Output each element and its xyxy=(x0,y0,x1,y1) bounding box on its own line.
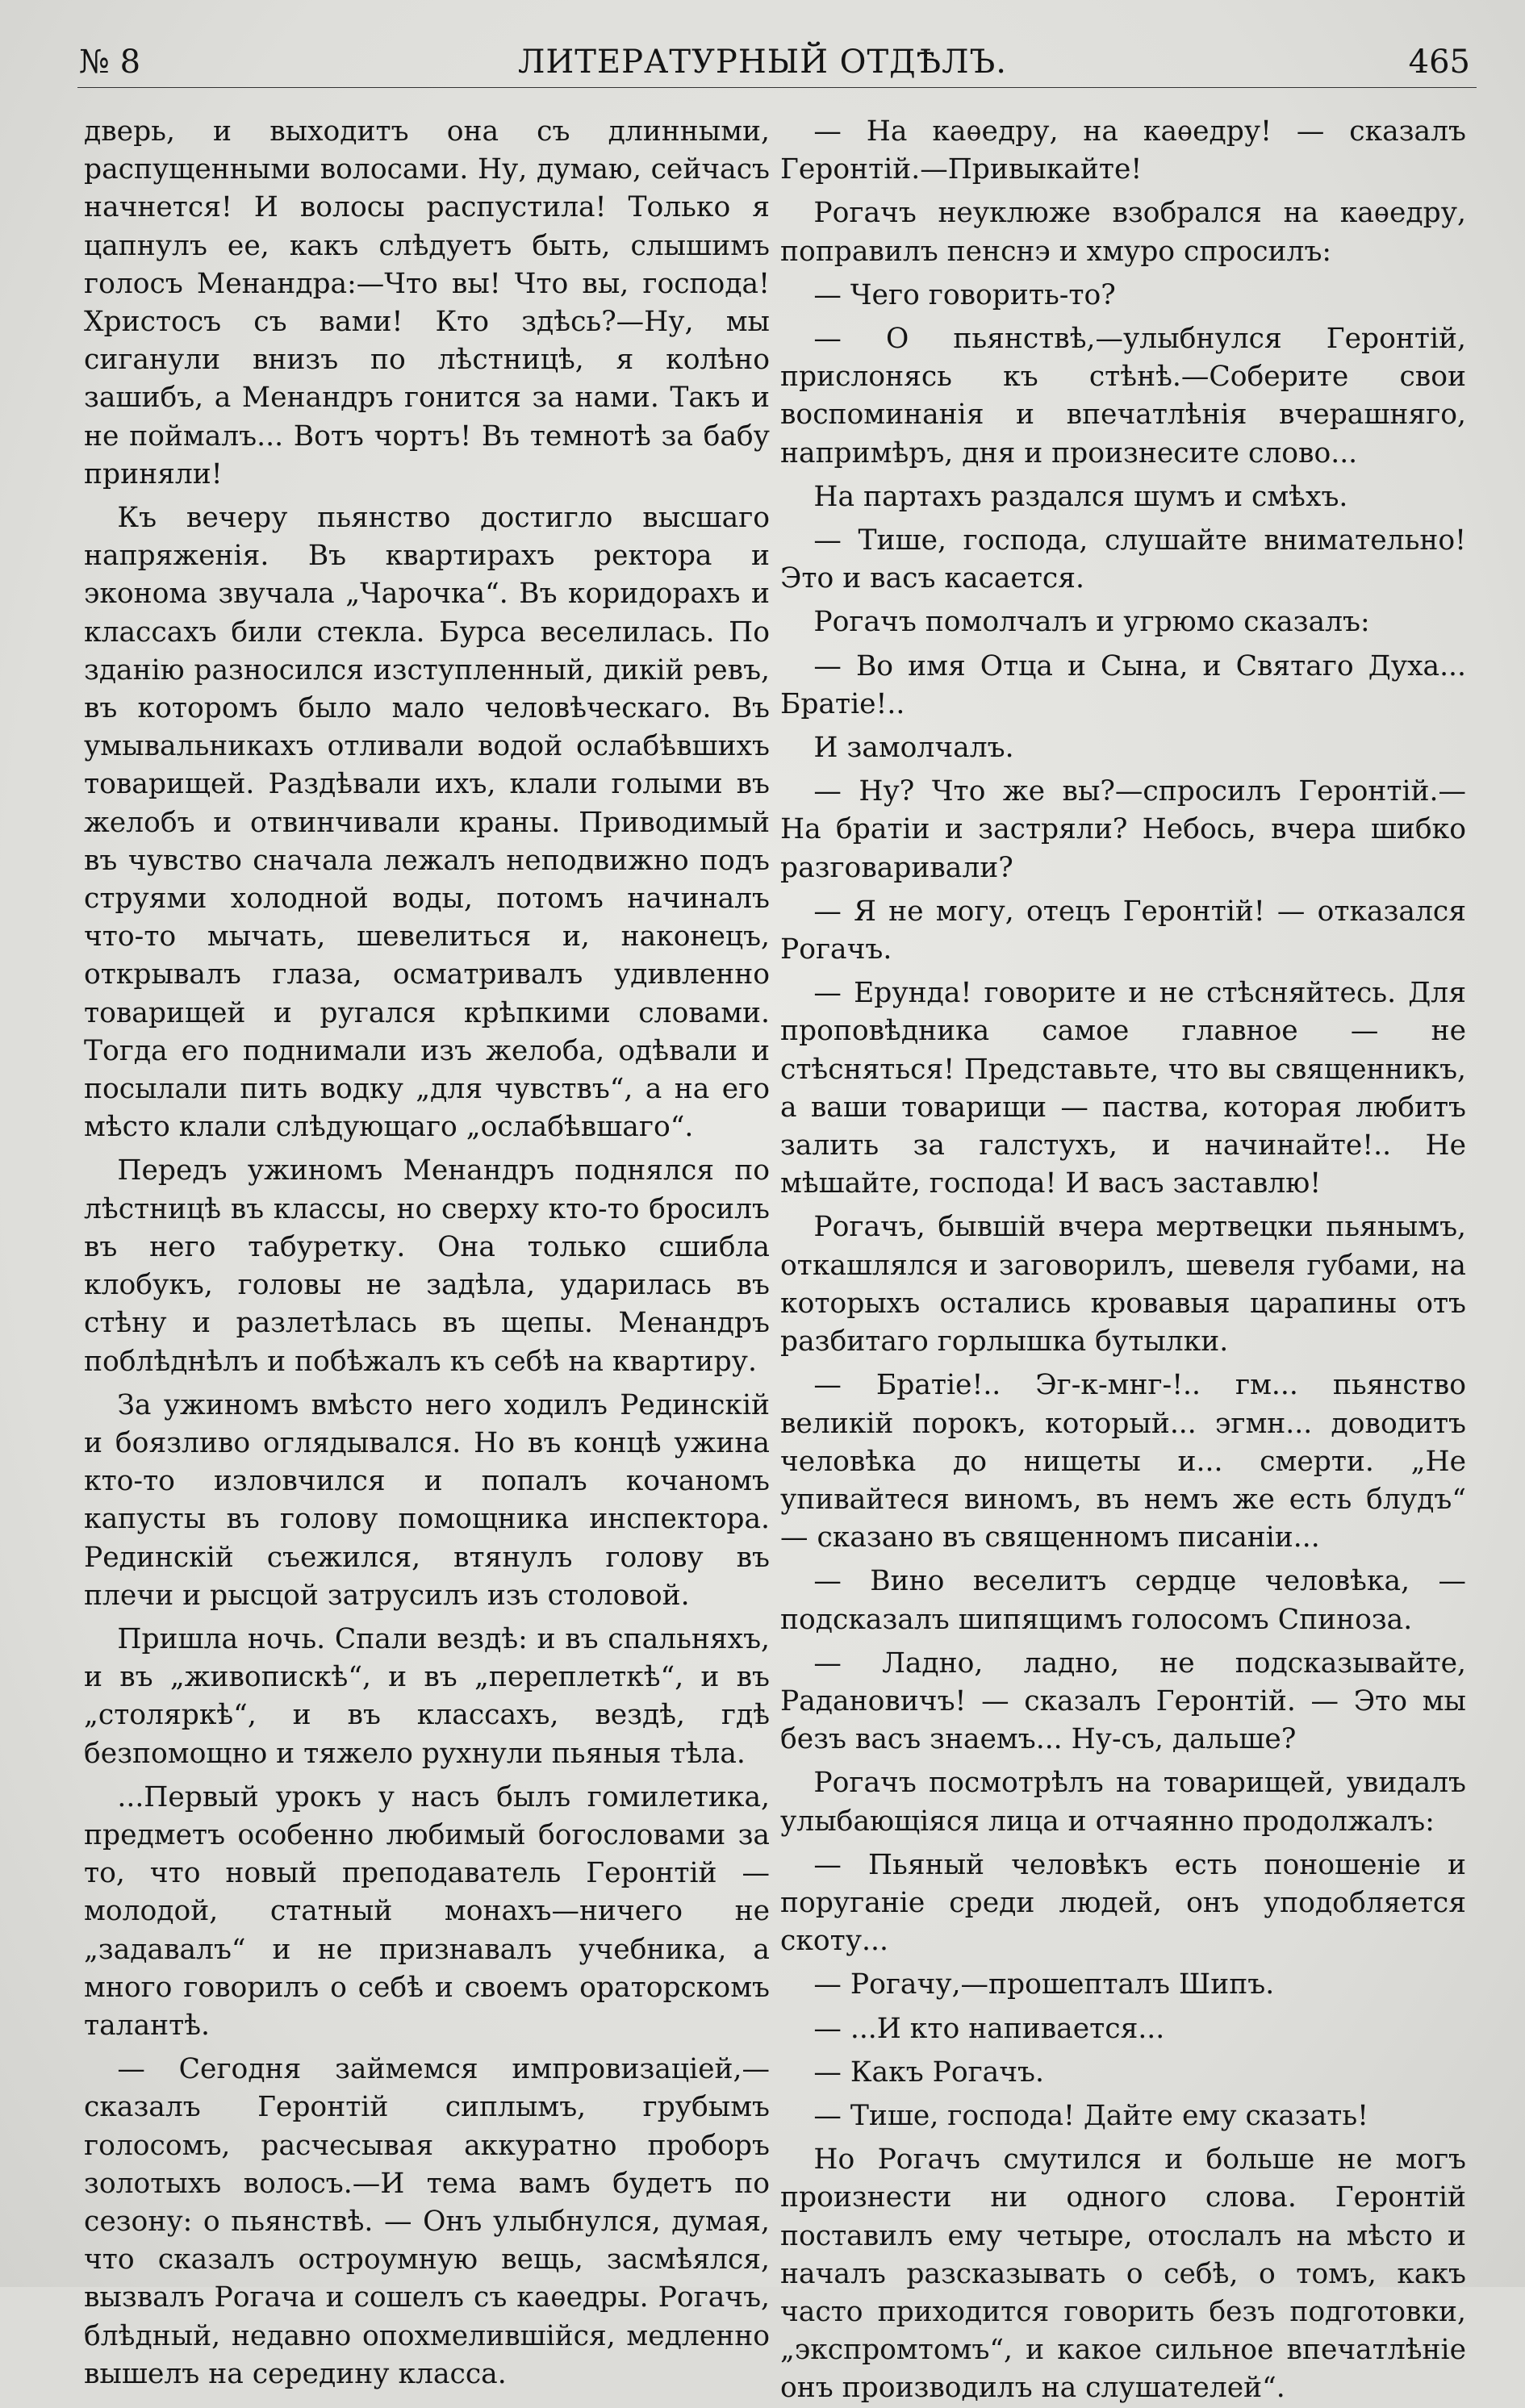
header-rule xyxy=(77,87,1477,88)
paragraph: ...Первый урокъ у насъ былъ гомилетика, предметъ особенно любимый богословами за то, что новый преподаватель Геронтій — молодой, статный монахъ—ничего не „задавалъ“ и не признавалъ учебника, а много говорилъ о себѣ и своемъ ораторскомъ талантѣ. xyxy=(84,1780,770,2042)
section-title: ЛИТЕРАТУРНЫЙ ОТДѢЛЪ. xyxy=(517,44,1007,81)
paragraph: Рогачъ, бывшій вчера мертвецки пьянымъ, откашлялся и заговорилъ, шевеля губами, на которыхъ остались кровавыя царапины отъ разбитаго горлышка бутылки. xyxy=(780,1211,1466,1358)
paragraph: — Ладно, ладно, не подсказывайте, Радановичъ! — сказалъ Геронтій. — Это мы безъ васъ знаемъ... Ну-съ, дальше? xyxy=(780,1646,1466,1756)
paragraph: — Пьяный человѣкъ есть поношеніе и поруганіе среди людей, онъ уподобляется скоту... xyxy=(780,1848,1466,1958)
page-number: 465 xyxy=(1408,44,1470,81)
paragraph: — Вино веселитъ сердце человѣка, — подсказалъ шипящимъ голосомъ Спиноза. xyxy=(780,1565,1466,1636)
paragraph: Къ вечеру пьянство достигло высшаго напряженія. Въ квартирахъ ректора и эконома звучала „Чарочка“. Въ коридорахъ и классахъ били стекла. Бурса веселилась. По зданію разносился изступленный, дикій ревъ, въ которомъ было мало человѣческаго. Въ умывальникахъ отливали водой ослабѣвшихъ товарищей. Раздѣвали ихъ, клали голыми въ желобъ и отвинчивали краны. Приводимый въ чувство сначала лежалъ неподвижно подъ струями холодной воды, потомъ начиналъ что-то мычать, шевелиться и, наконецъ, открывалъ глаза, осматривалъ удивленно товарищей и ругался крѣпкими словами. Тогда его поднимали изъ желоба, одѣвали и посылали пить водку „для чувствъ“, а на его мѣсто клали слѣдующаго „ослабѣвшаго“. xyxy=(84,502,770,1144)
paragraph: — Сегодня займемся импровизаціей,— сказалъ Геронтій сиплымъ, грубымъ голосомъ, расчесывая аккуратно проборъ золотыхъ волосъ.—И тема вамъ будетъ по сезону: о пьянствѣ. — Онъ улыбнулся, думая, что сказалъ остроумную вещь, засмѣялся, вызвалъ Рогача и сошелъ съ каѳедры. Рогачъ, блѣдный, недавно опохмелившійся, медленно вышелъ на середину класса. xyxy=(84,2053,770,2390)
paragraph: На партахъ раздался шумъ и смѣхъ. xyxy=(813,480,1348,513)
paragraph: — Я не могу, отецъ Геронтій! — отказался Рогачъ. xyxy=(780,895,1466,966)
paragraph: Рогачъ посмотрѣлъ на товарищей, увидалъ улыбающіяся лица и отчаянно продолжалъ: xyxy=(780,1767,1466,1838)
paragraph: — Тише, господа, слушайте внимательно! Это и васъ касается. xyxy=(780,524,1466,595)
paragraph: — Ерунда! говорите и не стѣсняйтесь. Для проповѣдника самое главное — не стѣсняться! Представьте, что вы священникъ, а ваши товарищи — паства, которая любитъ залить за галстухъ, и начинайте!.. Не мѣшайте, господа! И васъ заставлю! xyxy=(780,977,1466,1200)
paragraph: — Какъ Рогачъ. xyxy=(813,2055,1044,2089)
paragraph: — Тише, господа! Дайте ему сказать! xyxy=(813,2099,1369,2132)
paragraph: За ужиномъ вмѣсто него ходилъ Рединскій и боязливо оглядывался. Но въ концѣ ужина кто-то изловчился и попалъ кочаномъ капусты въ голову помощника инспектора. Рединскій съежился, втянулъ голову въ плечи и рысцой затрусилъ изъ столовой. xyxy=(84,1388,770,1612)
paragraph: Рогачъ помолчалъ и угрюмо сказалъ: xyxy=(813,606,1370,639)
paragraph: — Чего говорить-то? xyxy=(813,278,1116,311)
paragraph: — Ну? Что же вы?—спросилъ Геронтій.— На братіи и застряли? Небось, вчера шибко разговаривали? xyxy=(780,775,1466,884)
paragraph: Пришла ночь. Спали вездѣ: и въ спальняхъ, и въ „живопискѣ“, и въ „переплеткѣ“, и въ „столяркѣ“, и въ классахъ, вездѣ, гдѣ безпомощно и тяжело рухнули пьяныя тѣла. xyxy=(84,1622,770,1770)
text-column-right xyxy=(780,113,1466,2405)
paragraph: — Во имя Отца и Сына, и Святаго Духа... Братіе!.. xyxy=(780,649,1466,720)
paragraph: — Братіе!.. Эг-к-мнг-!.. гм... пьянство великій порокъ, который... эгмн... доводитъ человѣка до нищеты и... смерти. „Не упивайтеся виномъ, въ немъ же есть блудъ“ — сказано въ священномъ писаніи... xyxy=(780,1369,1466,1555)
paragraph: — О пьянствѣ,—улыбнулся Геронтій, прислонясь къ стѣнѣ.—Соберите свои воспоминанія и впечатлѣнія вчерашняго, напримѣръ, дня и произнесите слово... xyxy=(780,323,1466,469)
paragraph: — Рогачу,—прошепталъ Шипъ. xyxy=(813,1968,1275,2001)
paragraph: Рогачъ неуклюже взобрался на каѳедру, поправилъ пенснэ и хмуро спросилъ: xyxy=(780,197,1466,268)
paragraph: И замолчалъ. xyxy=(813,732,1014,765)
paragraph: — На каѳедру, на каѳедру! — сказалъ Геронтій.—Привыкайте! xyxy=(780,115,1466,186)
text-column-left xyxy=(84,113,770,2390)
paragraph: — ...И кто напивается... xyxy=(813,2012,1165,2045)
issue-number: № 8 xyxy=(79,44,141,81)
paragraph: Передъ ужиномъ Менандръ поднялся по лѣстницѣ въ классы, но сверху кто-то бросилъ въ него табуретку. Она только сшибла клобукъ, головы не задѣла, ударилась въ стѣну и разлетѣлась въ щепы. Менандръ поблѣднѣлъ и побѣжалъ къ себѣ на квартиру. xyxy=(84,1154,770,1378)
paragraph: дверь, и выходитъ она съ длинными, распущенными волосами. Ну, думаю, сейчасъ начнется! И волосы распустила! Только я цапнулъ ее, какъ слѣдуетъ быть, слышимъ голосъ Менандра:—Что вы! Что вы, господа! Христосъ съ вами! Кто здѣсь?—Ну, мы сиганули внизъ по лѣстницѣ, я колѣно зашибъ, а Менандръ гонится за нами. Такъ и не поймалъ... Вотъ чортъ! Въ темнотѣ за бабу приняли! xyxy=(84,115,770,490)
paragraph: Но Рогачъ смутился и больше не могъ произнести ни одного слова. Геронтій поставилъ ему четыре, отослалъ на мѣсто и началъ разсказывать о себѣ, о томъ, какъ часто приходится говорить безъ подготовки, „экспромтомъ“, и какое сильное впечатлѣніе онъ производилъ на слушателей“. xyxy=(780,2143,1466,2405)
